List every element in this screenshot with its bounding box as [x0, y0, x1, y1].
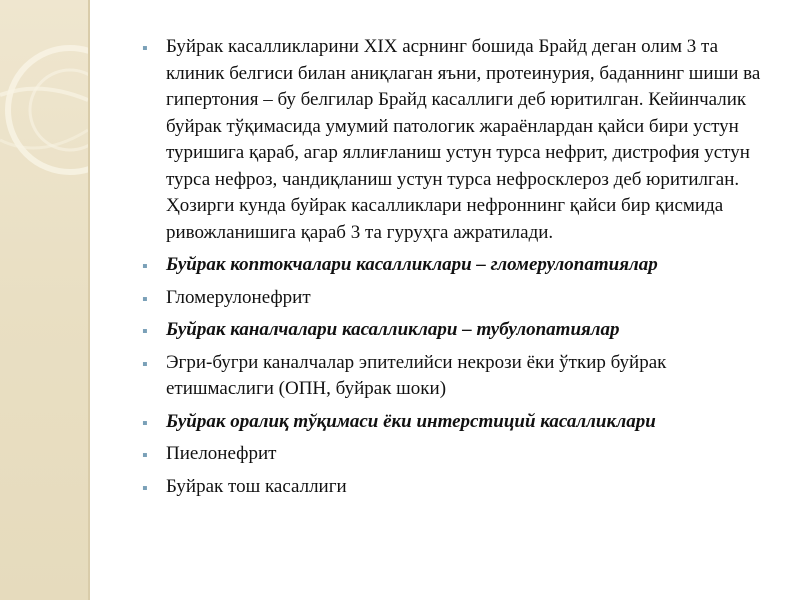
- blue-square-bullet-icon: ▪: [142, 258, 148, 275]
- bullet-item-interstitial: [138, 409, 778, 436]
- bullet-text: Эгри-бугри каналчалар эпителийси некрози ёки ўткир буйрак етишмаслиги (ОПН, буйрак шоки): [166, 351, 667, 399]
- side-divider: [88, 0, 90, 600]
- bullet-item-kidney-stones: [138, 474, 778, 501]
- bullet-item-glomerulopathies: [138, 252, 778, 279]
- bullet-text: Буйрак тош касаллиги: [166, 475, 347, 497]
- blue-square-bullet-icon: ▪: [142, 290, 148, 308]
- blue-square-bullet-icon: ▪: [142, 355, 148, 373]
- bullet-list: [138, 34, 778, 500]
- blue-square-bullet-icon: ▪: [142, 447, 148, 464]
- bullet-text: Буйрак каналчалари касалликлари – тубулопатиялар: [166, 319, 620, 340]
- decorative-circles-icon: [0, 0, 88, 600]
- blue-square-bullet-icon: ▪: [142, 40, 148, 57]
- bullet-item-intro: [138, 34, 778, 246]
- decorative-side-panel: [0, 0, 88, 600]
- bullet-item-glomerulonephritis: [138, 285, 778, 312]
- blue-square-bullet-icon: ▪: [142, 414, 148, 432]
- blue-square-bullet-icon: ▪: [142, 479, 148, 497]
- bullet-item-tubulopathies: [138, 317, 778, 344]
- bullet-text: Гломерулонефрит: [166, 286, 311, 308]
- bullet-text: Буйрак оралиқ тўқимаси ёки интерстиций касалликлари: [166, 410, 656, 432]
- bullet-item-pyelonephritis: [138, 441, 778, 468]
- bullet-text: Буйрак коптокчалари касалликлари – гломерулопатиялар: [166, 254, 658, 275]
- bullet-text: Буйрак касалликларини XIX асрнинг бошида Брайд деган олим 3 та клиник белгиси билан аниқлаган яъни, протеинурия, баданнинг шиши ва гипертония – бу белгилар Брайд касаллиги деб юритилган. Кейинчалик буйрак тўқимасида умумий патологик жараёнлардан қайси бири устун туришига қараб, агар яллиғланиш устун турса нефрит, дистрофия устун турса нефроз, чандиқланиш устун турса нефросклероз деб юритилган. Ҳозирги кунда буйрак касалликлари нефроннинг қайси бир қисмида ривожланишига қараб 3 та гуруҳга ажратилади.: [166, 36, 761, 243]
- bullet-text: Пиелонефрит: [166, 443, 277, 464]
- blue-square-bullet-icon: ▪: [142, 323, 148, 340]
- slide-content: [138, 34, 778, 506]
- bullet-item-necrosis: [138, 350, 778, 403]
